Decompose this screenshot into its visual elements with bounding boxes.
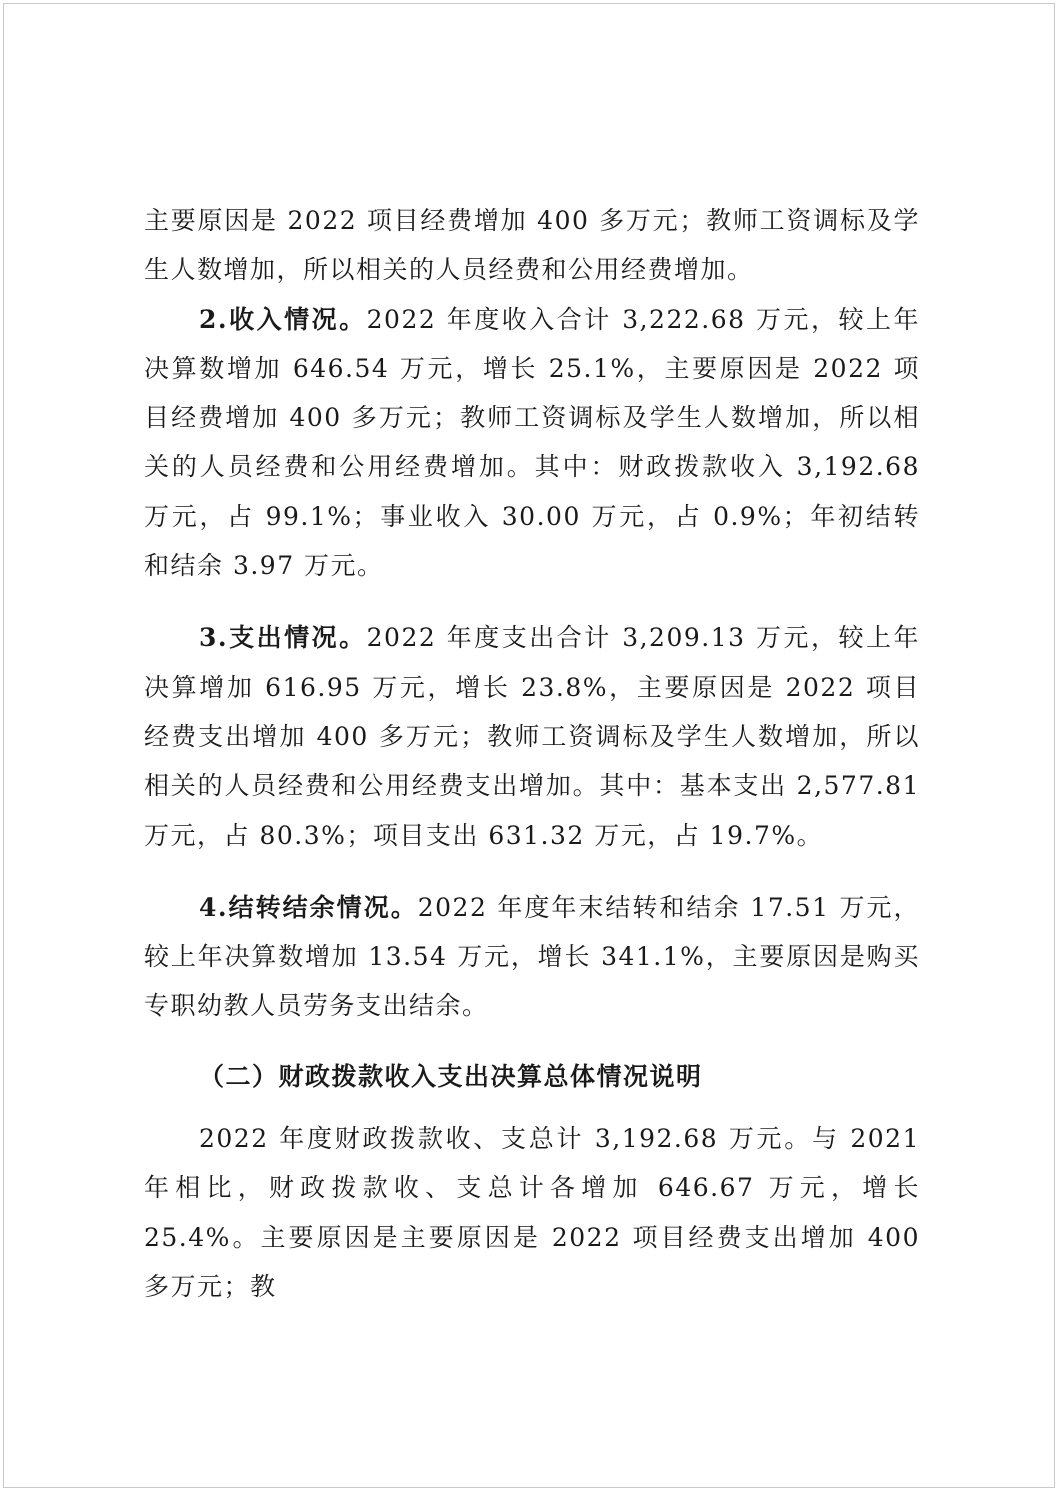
paragraph-text: 主要原因是 2022 项目经费增加 400 多万元；教师工资调标及学生人数增加，所以相关的人员经费和公用经费增加。 xyxy=(144,206,920,285)
paragraph-lead: 4.结转结余情况。 xyxy=(199,892,418,922)
paragraph-carryover xyxy=(144,883,920,1031)
section-heading: （二）财政拨款收入支出决算总体情况说明 xyxy=(199,1061,703,1091)
paragraph-text: 2022 年度年末结转和结余 17.51 万元，较上年决算数增加 13.54 万元，增长 341.1%，主要原因是购买专职幼教人员劳务支出结余。 xyxy=(144,892,920,1021)
paragraph-text: 2022 年度支出合计 3,209.13 万元，较上年决算增加 616.95 万元，增长 23.8%，主要原因是 2022 项目经费支出增加 400 多万元；教师工资调标及学生人数增加，所以相关的人员经费和公用经费支出增加。其中：基本支出 2,577.81 万元，占 80.3%；项目支出 631.32 万元，占 19.7%。 xyxy=(144,623,920,850)
paragraph-fiscal-summary xyxy=(144,1114,920,1311)
paragraph-continuation xyxy=(144,196,920,295)
document-body xyxy=(144,196,920,1311)
paragraph-income xyxy=(144,295,920,591)
paragraph-lead: 2.收入情况。 xyxy=(199,304,367,334)
paragraph-text: 2022 年度财政拨款收、支总计 3,192.68 万元。与 2021 年相比，财政拨款收、支总计各增加 646.67 万元，增长 25.4%。主要原因是主要原因是 2022 项目经费支出增加 400 多万元；教 xyxy=(144,1124,920,1301)
paragraph-expenditure xyxy=(144,613,920,859)
paragraph-text: 2022 年度收入合计 3,222.68 万元，较上年决算数增加 646.54 万元，增长 25.1%，主要原因是 2022 项目经费增加 400 多万元；教师工资调标及学生人数增加，所以相关的人员经费和公用经费增加。其中：财政拨款收入 3,192.68 万元，占 99.1%；事业收入 30.00 万元，占 0.9%；年初结转和结余 3.97 万元。 xyxy=(144,304,920,581)
paragraph-lead: 3.支出情况。 xyxy=(199,623,367,653)
